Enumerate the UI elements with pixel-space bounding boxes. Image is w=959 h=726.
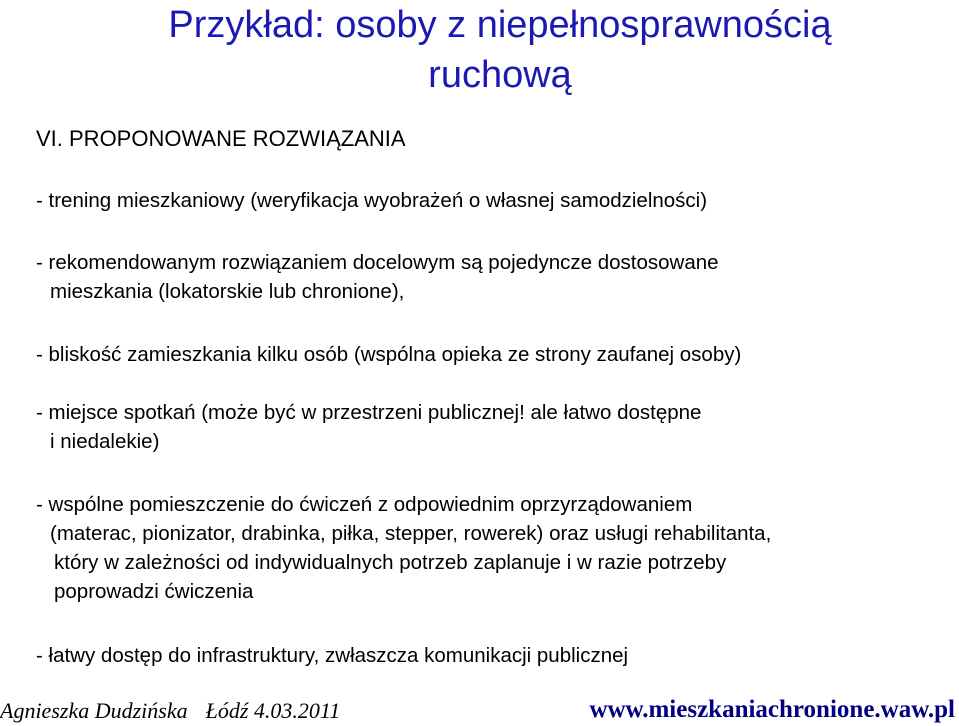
bullet-meeting-place-line-1: - miejsce spotkań (może być w przestrzeni publicznej! ale łatwo dostępne: [36, 401, 702, 424]
bullet-proximity: [36, 340, 741, 369]
bullet-proximity-line-1: - bliskość zamieszkania kilku osób (wspólna opieka ze strony zaufanej osoby): [36, 343, 742, 366]
bullet-recommended: [36, 248, 719, 306]
bullet-exercise-room-line-3: który w zależności od indywidualnych potrzeb zaplanuje i w razie potrzeby: [54, 551, 727, 574]
bullet-infrastructure: [36, 641, 628, 670]
bullet-training-line-1: - trening mieszkaniowy (weryfikacja wyobrażeń o własnej samodzielności): [36, 189, 708, 212]
slide-title: [60, 0, 940, 100]
bullet-training: [36, 186, 707, 215]
bullet-recommended-line-1: - rekomendowanym rozwiązaniem docelowym są pojedyncze dostosowane: [36, 251, 719, 274]
slide-title-line-2: ruchową: [428, 54, 572, 96]
section-heading: VI. PROPONOWANE ROZWIĄZANIA: [36, 126, 406, 151]
bullet-exercise-room-line-2: (materac, pionizator, drabinka, piłka, stepper, rowerek) oraz usługi rehabilitanta,: [50, 522, 772, 545]
footer-author-date: [0, 697, 340, 725]
bullet-meeting-place-line-2: i niedalekie): [50, 430, 160, 453]
bullet-exercise-room: [36, 490, 771, 606]
bullet-exercise-room-line-1: - wspólne pomieszczenie do ćwiczeń z odpowiednim oprzyrządowaniem: [36, 493, 693, 516]
bullet-infrastructure-line-1: - łatwy dostęp do infrastruktury, zwłaszcza komunikacji publicznej: [36, 644, 629, 667]
slide-title-line-1: Przykład: osoby z niepełnosprawnością: [168, 4, 832, 46]
bullet-recommended-line-2: mieszkania (lokatorskie lub chronione),: [50, 280, 405, 303]
bullet-exercise-room-line-4: poprowadzi ćwiczenia: [54, 580, 254, 603]
footer-place-date: Łódź 4.03.2011: [205, 698, 341, 723]
footer-author: Agnieszka Dudzińska: [0, 698, 188, 723]
bullet-meeting-place: [36, 398, 701, 456]
footer-website: www.mieszkaniachronione.waw.pl: [589, 696, 955, 723]
